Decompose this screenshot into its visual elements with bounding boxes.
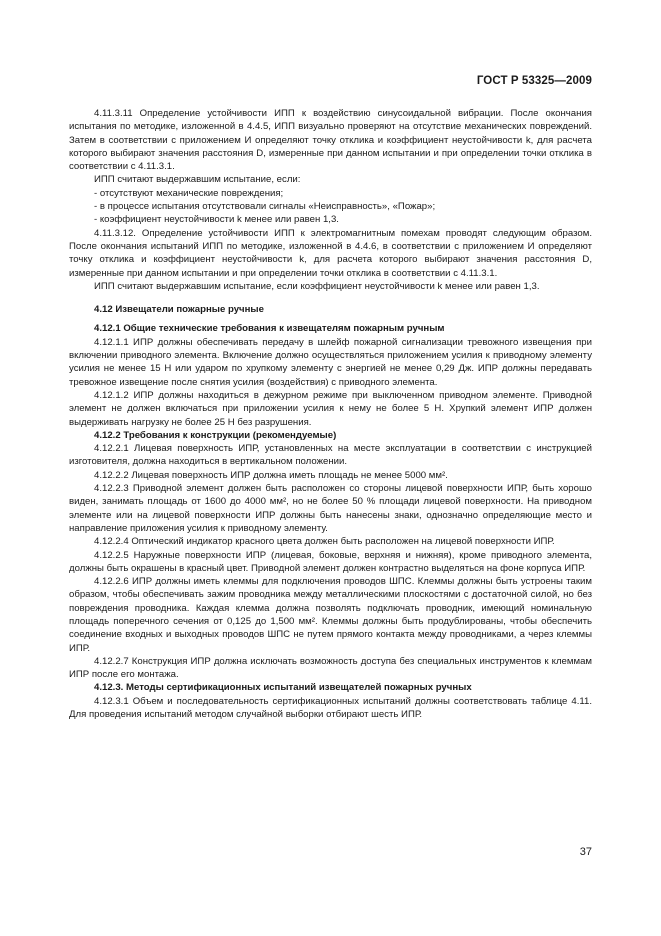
subsection-heading: 4.12.2 Требования к конструкции (рекомендуемые) [94, 429, 337, 441]
page-number: 37 [579, 846, 592, 858]
paragraph: 4.12.3.1 Объем и последовательность сертификационных испытаний должны соответствовать таблице 4.11. Для проведения испытаний методом случайной выборки отбирают шесть ИПР. [69, 695, 592, 721]
paragraph: 4.12.2.7 Конструкция ИПР должна исключать возможность доступа без специальных инструментов к клеммам ИПР после его монтажа. [69, 655, 592, 681]
paragraph: ИПП считают выдержавшим испытание, если коэффициент неустойчивости k менее или равен 1,3. [94, 280, 540, 292]
paragraph: ИПП считают выдержавшим испытание, если: [94, 174, 301, 186]
paragraph: 4.12.2.5 Наружные поверхности ИПР (лицевая, боковые, верхняя и нижняя), кроме приводного элемента, должны быть окрашены в красный цвет. Приводной элемент должен контрастно выделяться на фоне корпуса ИПР. [69, 549, 592, 574]
list-item: - в процессе испытания отсутствовали сигналы «Неисправность», «Пожар»; [94, 201, 436, 213]
paragraph: 4.12.2.4 Оптический индикатор красного цвета должен быть расположен на лицевой поверхности ИПР. [94, 536, 555, 548]
paragraph: 4.11.3.12. Определение устойчивости ИПП к электромагнитным помехам проводят следующим образом. После окончания испытаний ИПП по методике, изложенной в 4.4.6, в соответствии с приложением И определяют точку отклика и коэффициент неустойчивости k, для расчета которого выбирают значения расстояния D, измеренные при данном испытании и при определении точки отклика в соответствии с 4.11.3.1. [69, 227, 592, 279]
document-header: ГОСТ Р 53325—2009 [476, 75, 592, 87]
paragraph: 4.12.2.3 Приводной элемент должен быть расположен со стороны лицевой поверхности ИПР, быть хорошо виден, занимать площадь от 1600 до 4000 мм², но не более 50 % площади лицевой поверхности. На приводном элементе или на лицевой поверхности ИПР должны быть нанесены знаки, однозначно определяющие место и направление приложения усилия к приводному элементу. [69, 483, 592, 534]
paragraph: 4.12.2.1 Лицевая поверхность ИПР, установленных на месте эксплуатации в соответствии с инструкцией изготовителя, должна находиться в вертикальном положении. [69, 443, 592, 468]
subsection-heading: 4.12.3. Методы сертификационных испытаний извещателей пожарных ручных [94, 682, 472, 694]
subsection-heading: 4.12.1 Общие технические требования к извещателям пожарным ручным [94, 323, 445, 335]
paragraph: 4.12.1.1 ИПР должны обеспечивать передачу в шлейф пожарной сигнализации тревожного извещения при включении приводного элемента. Включение должно осуществляться приложением усилия к приводному элементу усилия не менее 15 Н или ударом по хрупкому элементу с энергией не менее 0,29 Дж. ИПР должны передавать тревожное извещение после снятия усилия (воздействия) с приводного элемента. [69, 336, 592, 388]
paragraph: 4.12.1.2 ИПР должны находиться в дежурном режиме при выключенном приводном элементе. Приводной элемент не должен включаться при приложении усилия к нему не более 5 Н. Хрупкий элемент ИПР должен выдерживать нагрузку не более 25 Н без разрушения. [69, 389, 592, 428]
list-item: - отсутствуют механические повреждения; [94, 187, 284, 199]
paragraph: 4.12.2.2 Лицевая поверхность ИПР должна иметь площадь не менее 5000 мм². [94, 469, 448, 481]
paragraph: 4.12.2.6 ИПР должны иметь клеммы для подключения проводов ШПС. Клеммы должны быть устроены таким образом, чтобы обеспечивать зажим проводника между металлическими плоскостями с достаточной силой, но без повреждения проводника. Каждая клемма должна позволять подключать проводник, имеющий номинальную площадь поперечного сечения от 0,125 до 1,500 мм². Клеммы должны быть продублированы, чтобы обеспечить соединение входных и выходных проводов ШПС не путем прямого контакта между проводниками, а через клеммы ИПР. [69, 576, 592, 654]
document-body [69, 107, 592, 721]
section-heading: 4.12 Извещатели пожарные ручные [94, 304, 264, 316]
paragraph: 4.11.3.11 Определение устойчивости ИПП к воздействию синусоидальной вибрации. После окончания испытания по методике, изложенной в 4.4.5, ИПП визуально проверяют на отсутствие механических повреждений. Затем в соответствии с приложением И определяют точку отклика и коэффициент неустойчивости k, для расчета которого выбирают значения расстояния D, измеренные при данном испытании и при определении точки отклика в соответствии с 4.11.3.1. [69, 108, 592, 173]
list-item: - коэффициент неустойчивости k менее или равен 1,3. [94, 214, 339, 226]
